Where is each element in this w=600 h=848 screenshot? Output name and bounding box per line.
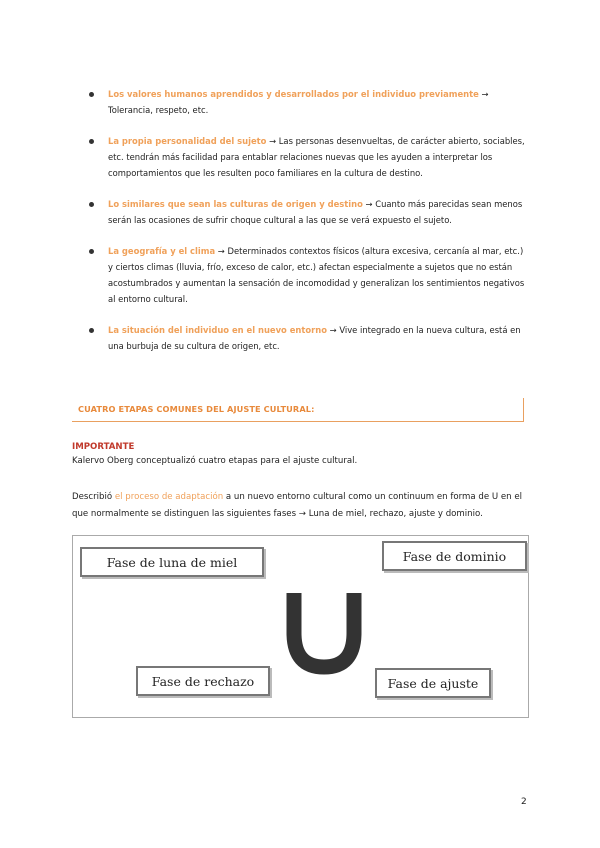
list-item <box>86 86 526 118</box>
list-item <box>86 322 526 354</box>
arrow-glyph: → <box>217 246 225 256</box>
section-title: CUATRO ETAPAS COMUNES DEL AJUSTE CULTURAL: <box>78 404 315 414</box>
phase-honeymoon-box: Fase de luna de miel <box>80 547 264 577</box>
u-curve-shape <box>294 593 354 667</box>
description-paragraph <box>72 489 534 523</box>
description-highlight: el proceso de adaptación <box>114 492 224 502</box>
page-number: 2 <box>521 797 527 807</box>
list-item <box>86 133 526 181</box>
description-start: Describió <box>72 492 113 502</box>
description-end: a un nuevo entorno cultural como un continuum en forma de U en el que normalmente se distinguen las siguientes fases → Luna de miel, rechazo, ajuste y dominio. <box>72 492 523 519</box>
list-item <box>86 196 526 228</box>
phase-rejection-box: Fase de rechazo <box>136 666 270 696</box>
bullet-text: Tolerancia, respeto, etc. <box>108 105 209 115</box>
bullet-highlight: La geografía y el clima <box>108 246 216 256</box>
arrow-glyph: → <box>481 89 489 99</box>
bullet-icon <box>89 249 94 254</box>
bullet-icon <box>89 202 94 207</box>
factor-list <box>86 86 526 369</box>
u-curve-diagram <box>72 535 529 718</box>
bullet-text: Vive integrado en la nueva cultura, está en una burbuja de su cultura de origen, etc. <box>108 325 521 351</box>
arrow-glyph: → <box>365 199 373 209</box>
important-label: IMPORTANTE <box>72 442 135 452</box>
bullet-icon <box>89 139 94 144</box>
arrow-glyph: → <box>329 325 337 335</box>
bullet-highlight: Los valores humanos aprendidos y desarrollados por el individuo previamente <box>108 89 479 99</box>
section-heading-box <box>72 398 524 422</box>
bullet-highlight: La propia personalidad del sujeto <box>108 136 267 146</box>
phase-adjustment-box: Fase de ajuste <box>375 668 491 698</box>
oberg-sentence: Kalervo Oberg conceptualizó cuatro etapas para el ajuste cultural. <box>72 456 358 466</box>
bullet-text: Las personas desenvueltas, de carácter abierto, sociables, etc. tendrán más facilidad para entablar relaciones nuevas que les ayuden a interpretar los comportamientos que les resulten poco familiares en la cultura de destino. <box>108 136 525 178</box>
bullet-text: Cuanto más parecidas sean menos serán las ocasiones de sufrir choque cultural a las que se verá expuesto el sujeto. <box>108 199 523 225</box>
bullet-icon <box>89 328 94 333</box>
arrow-glyph: → <box>269 136 277 146</box>
bullet-text: Determinados contextos físicos (altura excesiva, cercanía al mar, etc.) y ciertos climas (lluvia, frío, exceso de calor, etc.) afectan especialmente a sujetos que no están acostumbrados y aumentan la sensación de incomodidad y generalizan los sentimientos negativos al entorno cultural. <box>108 246 525 304</box>
bullet-highlight: La situación del individuo en el nuevo entorno <box>108 325 327 335</box>
phase-mastery-box: Fase de dominio <box>382 541 527 571</box>
bullet-icon <box>89 92 94 97</box>
list-item <box>86 243 526 307</box>
bullet-highlight: Lo similares que sean las culturas de origen y destino <box>108 199 363 209</box>
